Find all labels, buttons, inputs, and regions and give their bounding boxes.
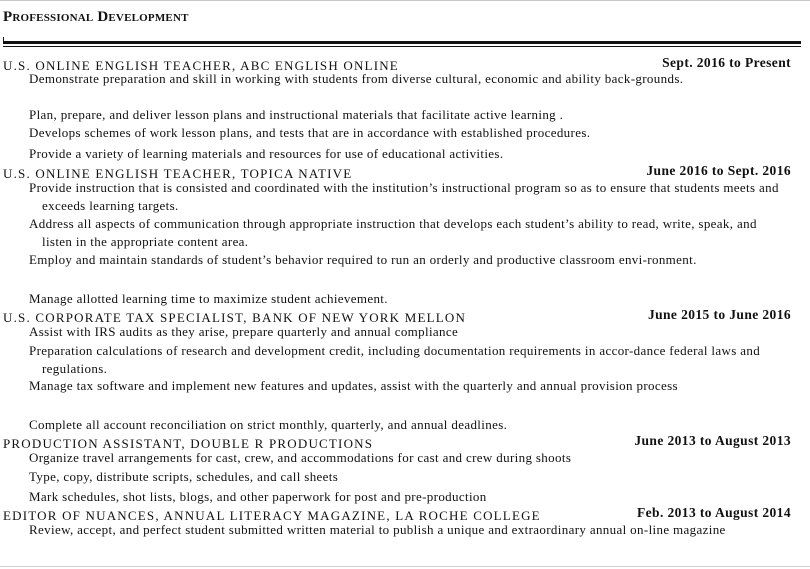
job-title: U.S. CORPORATE TAX SPECIALIST, BANK OF NEW YORK MELLON xyxy=(3,310,467,325)
job-title: PRODUCTION ASSISTANT, DOUBLE R PRODUCTIONS xyxy=(3,436,374,451)
job-bullet: Manage allotted learning time to maximize student achievement. xyxy=(29,291,388,306)
job-title: U.S. ONLINE ENGLISH TEACHER, TOPICA NATIVE xyxy=(3,166,353,181)
top-border xyxy=(0,0,810,1)
job-bullet: Address all aspects of communication through appropriate instruction that develops each student’s ability to read, write, speak, and listen in the appropriate content area. xyxy=(29,216,757,249)
job-bullet: Preparation calculations of research and development credit, including documentation requirements in accor-dance federal laws and regulations. xyxy=(29,343,761,376)
job-bullet: Type, copy, distribute scripts, schedules, and call sheets xyxy=(29,469,339,484)
job-bullet: Mark schedules, shot lists, blogs, and other paperwork for post and pre-production xyxy=(29,489,487,504)
job-bullet: Manage tax software and implement new features and updates, assist with the quarterly and annual provision process xyxy=(29,378,678,393)
bottom-border xyxy=(0,566,810,567)
job-bullet: Provide a variety of learning materials and resources for use of educational activities. xyxy=(29,146,504,161)
job-bullet: Complete all account reconciliation on strict monthly, quarterly, and annual deadlines. xyxy=(29,417,508,432)
section-title: Professional Development xyxy=(3,9,189,25)
job-date: June 2015 to June 2016 xyxy=(647,307,791,322)
job-title: EDITOR OF NUANCES, ANNUAL LITERACY MAGAZINE, LA ROCHE COLLEGE xyxy=(3,508,541,523)
section-rule-thin xyxy=(3,46,801,47)
job-bullet: Organize travel arrangements for cast, crew, and accommodations for cast and crew during shoots xyxy=(29,450,572,465)
section-rule-thick xyxy=(3,41,801,44)
job-bullet: Provide instruction that is consisted and coordinated with the institution’s instructional program so as to ensure that students meets and exceeds learning targets. xyxy=(29,180,779,213)
job-bullet: Assist with IRS audits as they arise, prepare quarterly and annual compliance xyxy=(29,324,459,339)
job-date: Sept. 2016 to Present xyxy=(662,55,791,70)
job-date: Feb. 2013 to August 2014 xyxy=(637,505,791,520)
job-bullet: Review, accept, and perfect student submitted written material to publish a unique and extraordinary annual on-line magazine xyxy=(29,522,726,537)
job-bullet: Demonstrate preparation and skill in working with students from diverse cultural, economic and ability back-grounds. xyxy=(29,71,684,86)
job-bullet: Develops schemes of work lesson plans, and tests that are in accordance with established procedures. xyxy=(29,125,591,140)
job-bullet: Plan, prepare, and deliver lesson plans and instructional materials that facilitate active learning . xyxy=(29,107,564,122)
job-bullet: Employ and maintain standards of student’s behavior required to run an orderly and productive classroom envi-ronment. xyxy=(29,252,697,267)
job-date: June 2013 to August 2013 xyxy=(634,433,791,448)
job-title: U.S. ONLINE ENGLISH TEACHER, ABC ENGLISH ONLINE xyxy=(3,58,399,73)
job-date: June 2016 to Sept. 2016 xyxy=(646,163,791,178)
